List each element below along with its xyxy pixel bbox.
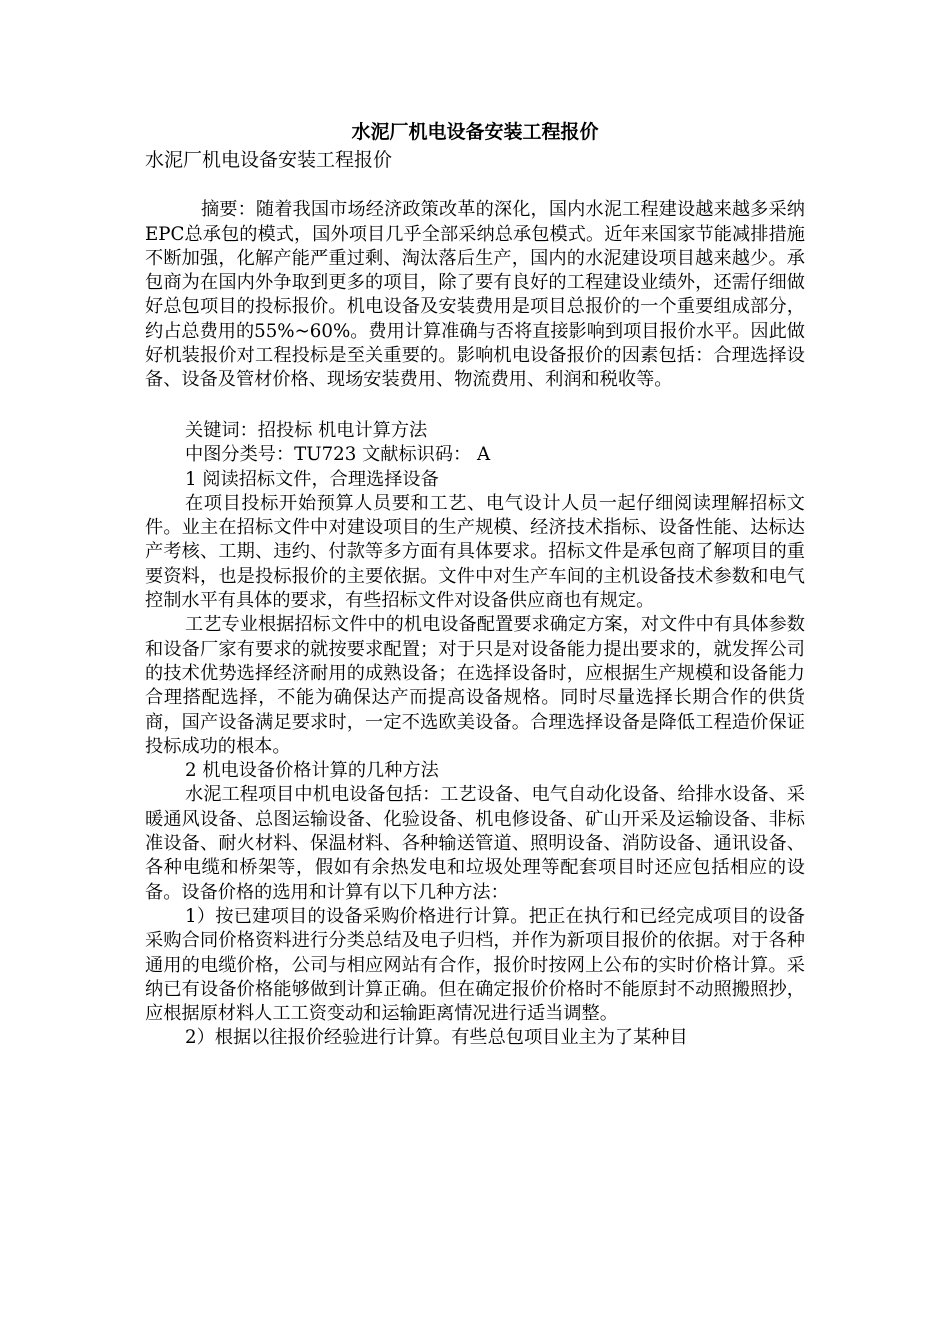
document-title: 水泥厂机电设备安装工程报价 (351, 121, 599, 143)
document-subtitle: 水泥厂机电设备安装工程报价 (145, 149, 393, 171)
document-page (145, 118, 805, 1051)
section-1-paragraph-2: 工艺专业根据招标文件中的机电设备配置要求确定方案，对文件中有具体参数和设备厂家有要求的就按要求配置；对于只是对设备能力提出要求的，就发挥公司的技术优势选择经济耐用的成熟设备；在选择设备时，应根据生产规模和设备能力合理搭配选择，不能为确保达产而提高设备规格。同时尽量选择长期合作的供货商，国产设备满足要求时，一定不选欧美设备。合理选择设备是降低工程造价保证投标成功的根本。 (145, 614, 805, 757)
keywords-line: 关键词：招投标 机电计算方法 (185, 419, 428, 441)
blank-line (145, 393, 805, 417)
abstract-paragraph: 摘要：随着我国市场经济政策改革的深化，国内水泥工程建设越来越多采纳EPC总承包的模式，国外项目几乎全部采纳总承包模式。近年来国家节能减排措施不断加强，化解产能严重过剩、淘汰落后生产，国内的水泥建设项目越来越少。承包商为在国内外争取到更多的项目，除了要有良好的工程建设业绩外，还需仔细做好总包项目的投标报价。机电设备及安装费用是项目总报价的一个重要组成部分，约占总费用的55%~60%。费用计算准确与否将直接影响到项目报价水平。因此做好机装报价对工程投标是至关重要的。影响机电设备报价的因素包括：合理选择设备、设备及管材价格、现场安装费用、物流费用、利润和税收等。 (145, 199, 805, 391)
section-2-heading: 2 机电设备价格计算的几种方法 (185, 760, 439, 782)
section-1-paragraph-1: 在项目投标开始预算人员要和工艺、电气设计人员一起仔细阅读理解招标文件。业主在招标文件中对建设项目的生产规模、经济技术指标、设备性能、达标达产考核、工期、违约、付款等多方面有具体要求。招标文件是承包商了解项目的重要资料，也是投标报价的主要依据。文件中对生产车间的主机设备技术参数和电气控制水平有具体的要求，有些招标文件对设备供应商也有规定。 (145, 492, 805, 612)
section-2-paragraph-1: 水泥工程项目中机电设备包括：工艺设备、电气自动化设备、给排水设备、采暖通风设备、总图运输设备、化验设备、机电修设备、矿山开采及运输设备、非标准设备、耐火材料、保温材料、各种输送管道、照明设备、消防设备、通讯设备、各种电缆和桥架等，假如有余热发电和垃圾处理等配套项目时还应包括相应的设备。设备价格的选用和计算有以下几种方法： (145, 784, 805, 903)
classification-line: 中图分类号：TU723 文献标识码： A (185, 444, 491, 466)
blank-line (145, 174, 805, 198)
section-1-heading: 1 阅读招标文件，合理选择设备 (185, 468, 439, 490)
section-2-item-2: 2）根据以往报价经验进行计算。有些总包项目业主为了某种目 (185, 1027, 688, 1049)
section-2-item-1: 1）按已建项目的设备采购价格进行计算。把正在执行和已经完成项目的设备采购合同价格资料进行分类总结及电子归档，并作为新项目报价的依据。对于各种通用的电缆价格，公司与相应网站有合作，报价时按网上公布的实时价格计算。采纳已有设备价格能够做到计算正确。但在确定报价价格时不能原封不动照搬照抄，应根据原材料人工工资变动和运输距离情况进行适当调整。 (145, 905, 805, 1025)
